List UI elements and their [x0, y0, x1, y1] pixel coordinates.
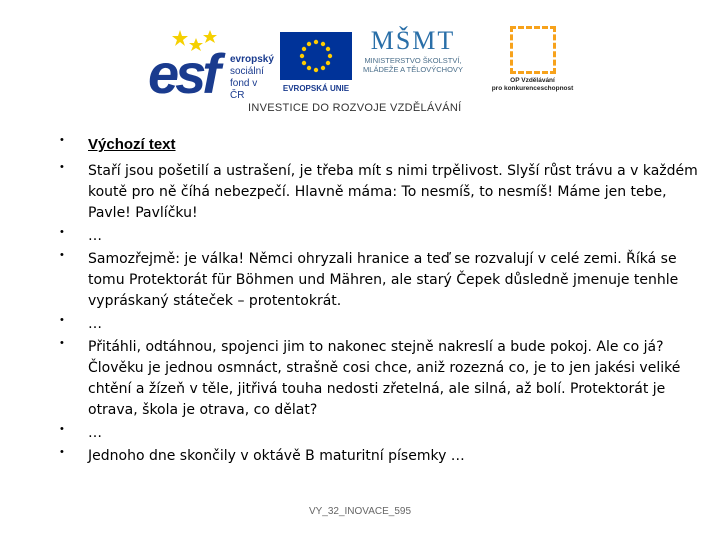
esf-text-line3: fond v ČR	[230, 78, 258, 101]
tagline: INVESTICE DO ROZVOJE VZDĚLÁVÁNÍ	[248, 102, 462, 114]
esf-text	[230, 54, 274, 102]
esf-mark: esf	[148, 42, 217, 105]
op-logo	[490, 26, 575, 106]
logo-band	[140, 22, 580, 117]
op-line2: pro konkurenceschopnost	[491, 85, 574, 92]
bullet-icon: •	[60, 226, 64, 238]
msmt-text	[358, 56, 468, 74]
list-item	[52, 314, 702, 335]
bullet-icon: •	[60, 249, 64, 261]
list-item	[52, 226, 702, 247]
esf-text-line1: evropský	[230, 54, 274, 65]
op-frame-icon	[510, 26, 556, 74]
list-item-text: Samozřejmě: je válka! Němci ohryzali hranice a teď se rozvalují v celé zemi. Říká se tomu Protektorát für Böhmen und Mähren, ale starý Čepek důsledně jmenuje tenhle vypráskaný státeček – protentokrát.	[88, 251, 679, 309]
list-item-text: …	[88, 228, 102, 244]
eu-logo	[280, 32, 352, 104]
list-item-text: Přitáhli, odtáhnou, spojenci jim to nakonec stejně nakreslí a bude pokoj. Ale co já? Člověku je jednou osmnáct, strašně cosi chce, aniž rozezná co, je to jen jakési veliké chtění a žízeň v těle, jitřivá touha nedosti zřetelná, ale silná, až bolí. Protektorát je otrava, škola je otrava, co dělat?	[88, 339, 681, 418]
list-heading	[52, 134, 702, 155]
bullet-icon: •	[60, 161, 64, 173]
op-line1: OP Vzdělávání	[510, 77, 555, 84]
eu-label: EVROPSKÁ UNIE	[282, 84, 350, 93]
esf-logo	[148, 28, 273, 106]
footer-code: VY_32_INOVACE_595	[308, 506, 412, 517]
list-item	[52, 161, 702, 224]
bullet-icon: •	[60, 446, 64, 458]
list-item	[52, 337, 702, 421]
list-item-text: Staří jsou pošetilí a ustrašení, je třeba mít s nimi trpělivost. Slyší růst trávu a v každém koutě pro ně číhá nebezpečí. Hlavně máma: To nesmíš, to nesmíš! Máme jen tebe, Pavle! Pavlíčku!	[88, 163, 698, 221]
list-item-text: …	[88, 425, 102, 441]
eu-flag-icon	[280, 32, 352, 80]
list-item-text: …	[88, 316, 102, 332]
bullet-icon: •	[60, 423, 64, 435]
esf-text-line2: sociální	[230, 66, 264, 77]
msmt-mark: MŠMT	[370, 26, 456, 55]
msmt-line2: MLÁDEŽE A TĚLOVÝCHOVY	[363, 65, 463, 74]
bullet-icon: •	[60, 134, 64, 146]
list-item	[52, 423, 702, 444]
bullet-icon: •	[60, 337, 64, 349]
op-text	[490, 77, 575, 93]
heading-text: Výchozí text	[88, 136, 176, 153]
msmt-line1: MINISTERSTVO ŠKOLSTVÍ,	[364, 56, 462, 65]
list-item	[52, 249, 702, 312]
bullet-list	[52, 134, 702, 467]
msmt-logo	[358, 28, 468, 108]
bullet-icon: •	[60, 314, 64, 326]
list-item	[52, 446, 702, 467]
list-item-text: Jednoho dne skončily v oktávě B maturitní písemky …	[88, 448, 465, 464]
